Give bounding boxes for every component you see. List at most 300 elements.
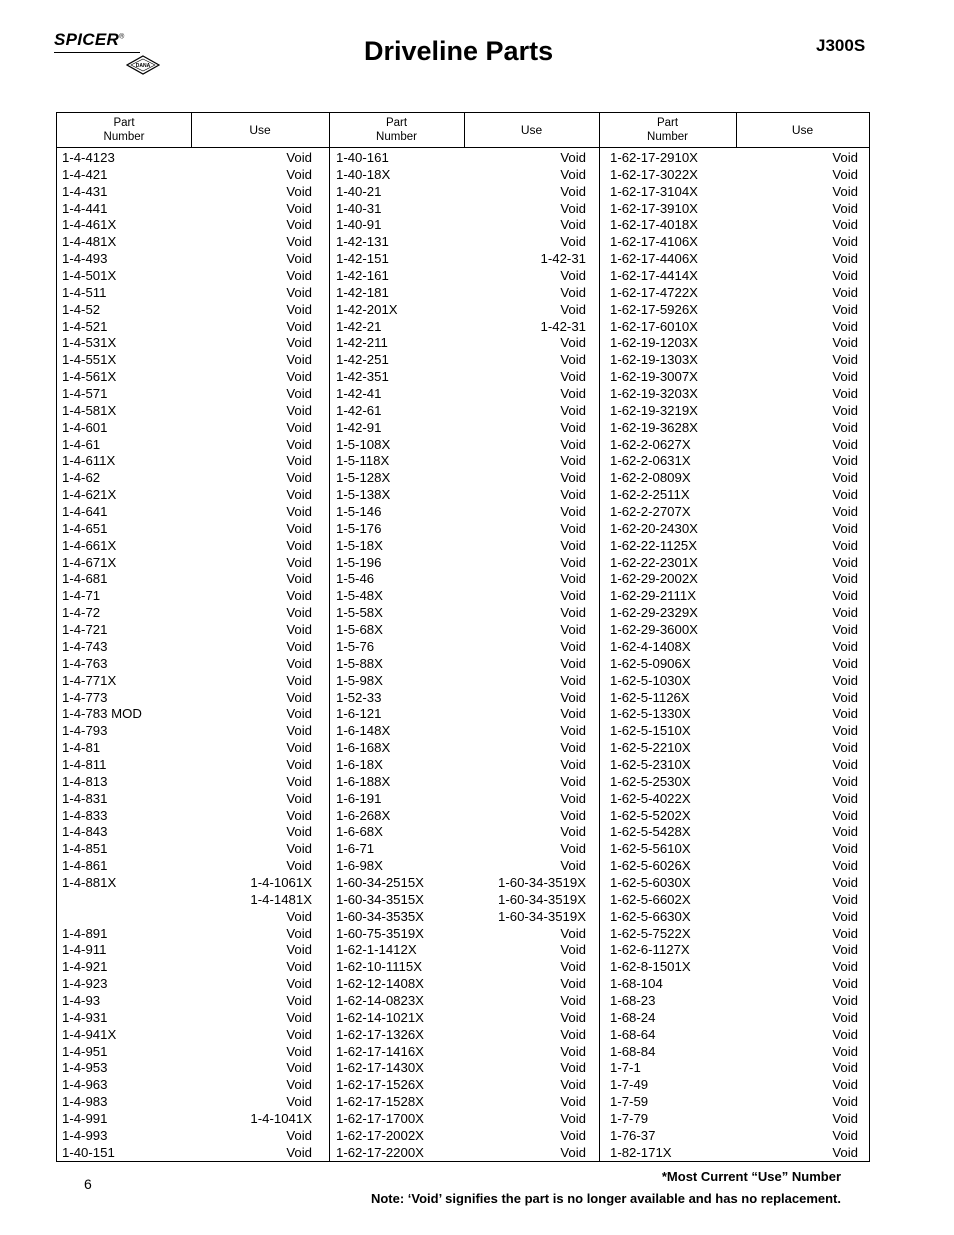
use-value: Void <box>560 436 586 452</box>
use-value: Void <box>560 150 586 165</box>
part-number: 1-4-431 <box>62 183 108 199</box>
use-value: Void <box>286 756 312 772</box>
part-number: 1-62-17-3022X <box>610 166 698 182</box>
table-row <box>336 571 586 588</box>
table-row <box>610 622 858 639</box>
part-number: 1-4-881X <box>62 874 117 890</box>
use-value: 1-4-1061X <box>250 874 312 890</box>
part-number: 1-6-148X <box>336 723 391 739</box>
table-row <box>336 858 586 875</box>
part-number: 1-62-5-5610X <box>610 841 691 857</box>
table-row <box>336 656 586 673</box>
part-number: 1-62-2-2511X <box>610 487 690 503</box>
use-value: Void <box>560 352 586 368</box>
table-row <box>336 942 586 959</box>
column-divider <box>599 113 600 1161</box>
registered-mark: ® <box>119 33 125 41</box>
part-number: 1-4-921 <box>62 959 108 975</box>
use-value: Void <box>560 1094 586 1110</box>
use-value: Void <box>560 689 586 705</box>
part-number: 1-42-181 <box>336 284 389 300</box>
part-number: 1-4-493 <box>62 251 108 267</box>
part-number: 1-4-61 <box>62 436 101 452</box>
part-number: 1-4-811 <box>62 756 107 772</box>
use-value: Void <box>286 1077 312 1093</box>
use-value: Void <box>560 1060 586 1076</box>
table-row <box>62 201 312 218</box>
table-row <box>610 234 858 251</box>
table-row <box>610 319 858 336</box>
table-row <box>62 571 312 588</box>
table-row <box>336 791 586 808</box>
table-row <box>62 184 312 201</box>
table-row <box>610 285 858 302</box>
use-value: Void <box>560 217 586 233</box>
table-row <box>610 1027 858 1044</box>
part-number: 1-40-21 <box>336 183 382 199</box>
part-number: 1-62-17-4722X <box>610 284 698 300</box>
table-row <box>336 690 586 707</box>
table-row <box>610 1010 858 1027</box>
use-value: Void <box>560 284 586 300</box>
part-number: 1-4-671X <box>62 554 117 570</box>
table-header-row <box>57 113 869 148</box>
use-value: Void <box>832 672 858 688</box>
use-value: Void <box>560 504 586 520</box>
use-value: Void <box>560 976 586 992</box>
use-value: 1-60-34-3519X <box>498 874 586 890</box>
part-number: 1-62-22-2301X <box>610 554 698 570</box>
table-row <box>336 723 586 740</box>
table-row <box>62 605 312 622</box>
part-number: 1-4-4123 <box>62 150 115 165</box>
part-number: 1-42-251 <box>336 352 389 368</box>
part-number: 1-62-17-6010X <box>610 318 698 334</box>
table-row <box>336 268 586 285</box>
table-row <box>62 706 312 723</box>
part-number: 1-4-843 <box>62 824 108 840</box>
table-row <box>336 588 586 605</box>
parts-column-3 <box>610 150 858 1162</box>
part-number: 1-5-58X <box>336 605 383 621</box>
use-value: Void <box>286 436 312 452</box>
table-row <box>62 285 312 302</box>
table-row <box>336 352 586 369</box>
use-value: Void <box>286 352 312 368</box>
part-number: 1-62-8-1501X <box>610 959 691 975</box>
table-row <box>610 824 858 841</box>
table-row <box>336 926 586 943</box>
table-row <box>62 892 312 909</box>
table-row <box>610 335 858 352</box>
table-row <box>336 909 586 926</box>
use-value: Void <box>286 588 312 604</box>
use-value: Void <box>832 1060 858 1076</box>
table-row <box>336 706 586 723</box>
table-row <box>62 403 312 420</box>
use-value: Void <box>832 504 858 520</box>
use-value: Void <box>286 504 312 520</box>
use-value: Void <box>832 925 858 941</box>
model-number: J300S <box>816 36 866 55</box>
table-row <box>610 774 858 791</box>
part-number: 1-4-891 <box>62 925 108 941</box>
part-number: 1-42-61 <box>336 402 382 418</box>
table-row <box>610 706 858 723</box>
use-value: Void <box>560 588 586 604</box>
part-number: 1-68-24 <box>610 1009 656 1025</box>
part-number: 1-4-501X <box>62 268 117 284</box>
table-row <box>62 639 312 656</box>
part-number: 1-5-98X <box>336 672 383 688</box>
part-number: 1-68-64 <box>610 1026 656 1042</box>
table-row <box>610 386 858 403</box>
part-number: 1-62-5-6026X <box>610 858 691 874</box>
logo-underline <box>54 52 140 53</box>
part-number: 1-62-19-3007X <box>610 369 698 385</box>
header-part-number-2: Part Number <box>376 117 417 143</box>
dana-diamond-icon <box>126 55 160 75</box>
use-value: Void <box>832 638 858 654</box>
use-value: Void <box>560 301 586 317</box>
use-value: Void <box>832 554 858 570</box>
part-number: 1-62-17-1700X <box>336 1110 424 1126</box>
part-number: 1-4-783 MOD <box>62 706 142 722</box>
use-value: Void <box>286 571 312 587</box>
use-value: Void <box>286 925 312 941</box>
part-number: 1-4-601 <box>62 419 108 435</box>
part-number: 1-62-5-0906X <box>610 655 691 671</box>
table-row <box>336 1077 586 1094</box>
table-row <box>336 993 586 1010</box>
table-row <box>62 1077 312 1094</box>
part-number: 1-62-17-4414X <box>610 268 698 284</box>
use-value: Void <box>560 959 586 975</box>
part-number: 1-62-17-3104X <box>610 183 698 199</box>
use-value: Void <box>286 284 312 300</box>
part-number: 1-62-29-2111X <box>610 588 697 604</box>
table-row <box>610 369 858 386</box>
use-value: Void <box>560 672 586 688</box>
use-value: Void <box>560 740 586 756</box>
table-row <box>610 1060 858 1077</box>
part-number: 1-4-951 <box>62 1043 108 1059</box>
use-value: 1-42-31 <box>540 318 586 334</box>
part-number: 1-5-88X <box>336 655 383 671</box>
use-value: Void <box>832 166 858 182</box>
part-number: 1-68-104 <box>610 976 663 992</box>
table-row <box>336 824 586 841</box>
use-value: Void <box>286 1144 312 1160</box>
table-row <box>610 639 858 656</box>
part-number: 1-62-5-1510X <box>610 723 691 739</box>
use-value: Void <box>560 1110 586 1126</box>
part-number: 1-60-34-3535X <box>336 908 424 924</box>
table-row <box>336 285 586 302</box>
part-number: 1-4-983 <box>62 1094 108 1110</box>
part-number: 1-4-621X <box>62 487 117 503</box>
part-number: 1-62-5-1126X <box>610 689 690 705</box>
use-value: Void <box>286 183 312 199</box>
part-number: 1-4-721 <box>62 622 108 638</box>
table-row <box>62 437 312 454</box>
use-value: Void <box>560 1127 586 1143</box>
table-row <box>610 690 858 707</box>
use-value: Void <box>832 1043 858 1059</box>
table-row <box>610 521 858 538</box>
use-value: Void <box>286 335 312 351</box>
part-number: 1-62-29-2329X <box>610 605 698 621</box>
part-number: 1-7-59 <box>610 1094 649 1110</box>
table-row <box>336 453 586 470</box>
use-value: Void <box>832 453 858 469</box>
part-number: 1-62-29-3600X <box>610 622 698 638</box>
part-number: 1-5-146 <box>336 504 382 520</box>
table-row <box>62 757 312 774</box>
table-row <box>62 740 312 757</box>
page-number: 6 <box>84 1176 92 1192</box>
table-row <box>610 571 858 588</box>
use-value: 1-4-1041X <box>250 1110 312 1126</box>
table-row <box>62 841 312 858</box>
part-number: 1-62-5-4022X <box>610 790 691 806</box>
use-value: Void <box>832 824 858 840</box>
part-number: 1-62-5-1330X <box>610 706 691 722</box>
table-row <box>62 521 312 538</box>
table-row <box>336 201 586 218</box>
table-row <box>336 757 586 774</box>
use-value: Void <box>832 689 858 705</box>
part-number: 1-4-661X <box>62 537 117 553</box>
use-value: Void <box>832 756 858 772</box>
part-number: 1-62-19-3219X <box>610 402 698 418</box>
part-number: 1-62-17-1528X <box>336 1094 424 1110</box>
table-row <box>62 1044 312 1061</box>
use-value: Void <box>832 891 858 907</box>
part-number: 1-40-31 <box>336 200 382 216</box>
table-row <box>62 352 312 369</box>
table-row <box>610 841 858 858</box>
table-row <box>610 201 858 218</box>
part-number: 1-68-23 <box>610 992 656 1008</box>
use-value: Void <box>286 723 312 739</box>
table-row <box>336 892 586 909</box>
table-row <box>336 622 586 639</box>
use-value: Void <box>286 1060 312 1076</box>
use-value: Void <box>560 773 586 789</box>
table-row <box>336 808 586 825</box>
use-value: Void <box>560 858 586 874</box>
use-value: Void <box>560 605 586 621</box>
use-value: Void <box>832 386 858 402</box>
use-value: Void <box>832 419 858 435</box>
part-number: 1-4-551X <box>62 352 117 368</box>
table-row <box>336 538 586 555</box>
table-row <box>610 251 858 268</box>
use-value: Void <box>286 402 312 418</box>
table-row <box>336 437 586 454</box>
part-number: 1-42-21 <box>336 318 382 334</box>
part-number: 1-62-2-0627X <box>610 436 691 452</box>
table-row <box>62 1060 312 1077</box>
use-value: Void <box>286 369 312 385</box>
part-number: 1-4-72 <box>62 605 101 621</box>
use-value: Void <box>832 959 858 975</box>
part-number: 1-42-131 <box>336 234 389 250</box>
table-row <box>62 487 312 504</box>
part-number: 1-42-201X <box>336 301 398 317</box>
part-number: 1-4-953 <box>62 1060 108 1076</box>
table-row <box>62 1145 312 1162</box>
table-row <box>610 555 858 572</box>
use-value: Void <box>832 773 858 789</box>
use-value: Void <box>832 352 858 368</box>
use-value: Void <box>560 234 586 250</box>
use-value: Void <box>832 992 858 1008</box>
table-row <box>610 1077 858 1094</box>
use-value: Void <box>286 992 312 1008</box>
use-value: Void <box>286 1043 312 1059</box>
table-row <box>336 487 586 504</box>
use-value: Void <box>286 1026 312 1042</box>
part-number: 1-62-29-2002X <box>610 571 698 587</box>
part-number: 1-62-22-1125X <box>610 537 697 553</box>
table-row <box>62 470 312 487</box>
use-value: Void <box>286 807 312 823</box>
part-number: 1-4-511 <box>62 284 107 300</box>
table-row <box>336 386 586 403</box>
part-number: 1-5-128X <box>336 470 391 486</box>
table-row <box>610 808 858 825</box>
table-row <box>62 622 312 639</box>
table-row <box>336 1111 586 1128</box>
part-number: 1-62-5-7522X <box>610 925 691 941</box>
part-number: 1-7-79 <box>610 1110 649 1126</box>
part-number: 1-4-441 <box>62 200 108 216</box>
use-value: Void <box>286 268 312 284</box>
use-value: Void <box>286 301 312 317</box>
table-row <box>610 1044 858 1061</box>
table-row <box>62 420 312 437</box>
use-value: Void <box>832 234 858 250</box>
part-number: 1-6-191 <box>336 790 382 806</box>
part-number: 1-5-108X <box>336 436 391 452</box>
part-number: 1-62-19-1203X <box>610 335 698 351</box>
table-row <box>336 740 586 757</box>
part-number: 1-4-813 <box>62 773 108 789</box>
use-value: Void <box>832 655 858 671</box>
table-row <box>610 892 858 909</box>
part-number: 1-62-17-1430X <box>336 1060 424 1076</box>
use-value: Void <box>560 992 586 1008</box>
part-number: 1-6-71 <box>336 841 375 857</box>
header-use-3: Use <box>791 123 814 137</box>
table-row <box>62 656 312 673</box>
part-number: 1-62-17-4406X <box>610 251 698 267</box>
part-number: 1-5-138X <box>336 487 391 503</box>
table-row <box>336 1010 586 1027</box>
part-number: 1-62-2-2707X <box>610 504 691 520</box>
table-row <box>62 942 312 959</box>
use-value: Void <box>832 841 858 857</box>
part-number: 1-62-10-1115X <box>336 959 423 975</box>
part-number: 1-42-211 <box>336 335 388 351</box>
use-value: Void <box>560 706 586 722</box>
part-number: 1-62-14-0823X <box>336 992 424 1008</box>
use-value: Void <box>560 723 586 739</box>
part-number: 1-62-14-1021X <box>336 1009 424 1025</box>
use-value: Void <box>832 520 858 536</box>
use-value: Void <box>832 723 858 739</box>
table-row <box>336 369 586 386</box>
table-row <box>336 521 586 538</box>
part-number: 1-4-581X <box>62 402 117 418</box>
table-row <box>62 1027 312 1044</box>
part-number: 1-62-12-1408X <box>336 976 424 992</box>
part-number: 1-62-17-1416X <box>336 1043 424 1059</box>
table-row <box>336 1128 586 1145</box>
use-value: Void <box>286 790 312 806</box>
use-value: Void <box>832 150 858 165</box>
part-number: 1-5-18X <box>336 537 383 553</box>
table-row <box>610 453 858 470</box>
use-value: Void <box>560 369 586 385</box>
part-number: 1-62-5-1030X <box>610 672 691 688</box>
table-row <box>62 1094 312 1111</box>
part-number: 1-4-81 <box>62 740 101 756</box>
table-row <box>336 1060 586 1077</box>
table-row <box>336 234 586 251</box>
use-value: Void <box>560 402 586 418</box>
table-row <box>610 302 858 319</box>
use-value: Void <box>286 537 312 553</box>
part-number: 1-7-1 <box>610 1060 641 1076</box>
table-row <box>336 319 586 336</box>
parts-column-2 <box>336 150 586 1162</box>
part-number: 1-62-5-2310X <box>610 756 691 772</box>
part-number: 1-4-963 <box>62 1077 108 1093</box>
use-value: Void <box>286 689 312 705</box>
use-value: Void <box>560 268 586 284</box>
part-number: 1-4-993 <box>62 1127 108 1143</box>
use-value: Void <box>832 1009 858 1025</box>
part-number: 1-62-17-1326X <box>336 1026 424 1042</box>
use-value: Void <box>832 908 858 924</box>
table-row <box>610 268 858 285</box>
use-value: Void <box>560 554 586 570</box>
table-row <box>62 1111 312 1128</box>
part-number: 1-40-91 <box>336 217 382 233</box>
part-number: 1-4-851 <box>62 841 108 857</box>
table-row <box>62 150 312 167</box>
table-row <box>610 757 858 774</box>
part-number: 1-40-151 <box>62 1144 115 1160</box>
use-value: Void <box>832 268 858 284</box>
table-row <box>62 723 312 740</box>
part-number: 1-62-5-5202X <box>610 807 691 823</box>
part-number: 1-62-17-5926X <box>610 301 698 317</box>
part-number: 1-4-833 <box>62 807 108 823</box>
use-value: Void <box>286 908 312 924</box>
use-value: Void <box>832 470 858 486</box>
use-value: Void <box>832 369 858 385</box>
table-row <box>62 251 312 268</box>
part-number: 1-60-75-3519X <box>336 925 424 941</box>
use-value: Void <box>832 571 858 587</box>
table-row <box>62 217 312 234</box>
use-value: Void <box>560 790 586 806</box>
use-value: Void <box>832 183 858 199</box>
